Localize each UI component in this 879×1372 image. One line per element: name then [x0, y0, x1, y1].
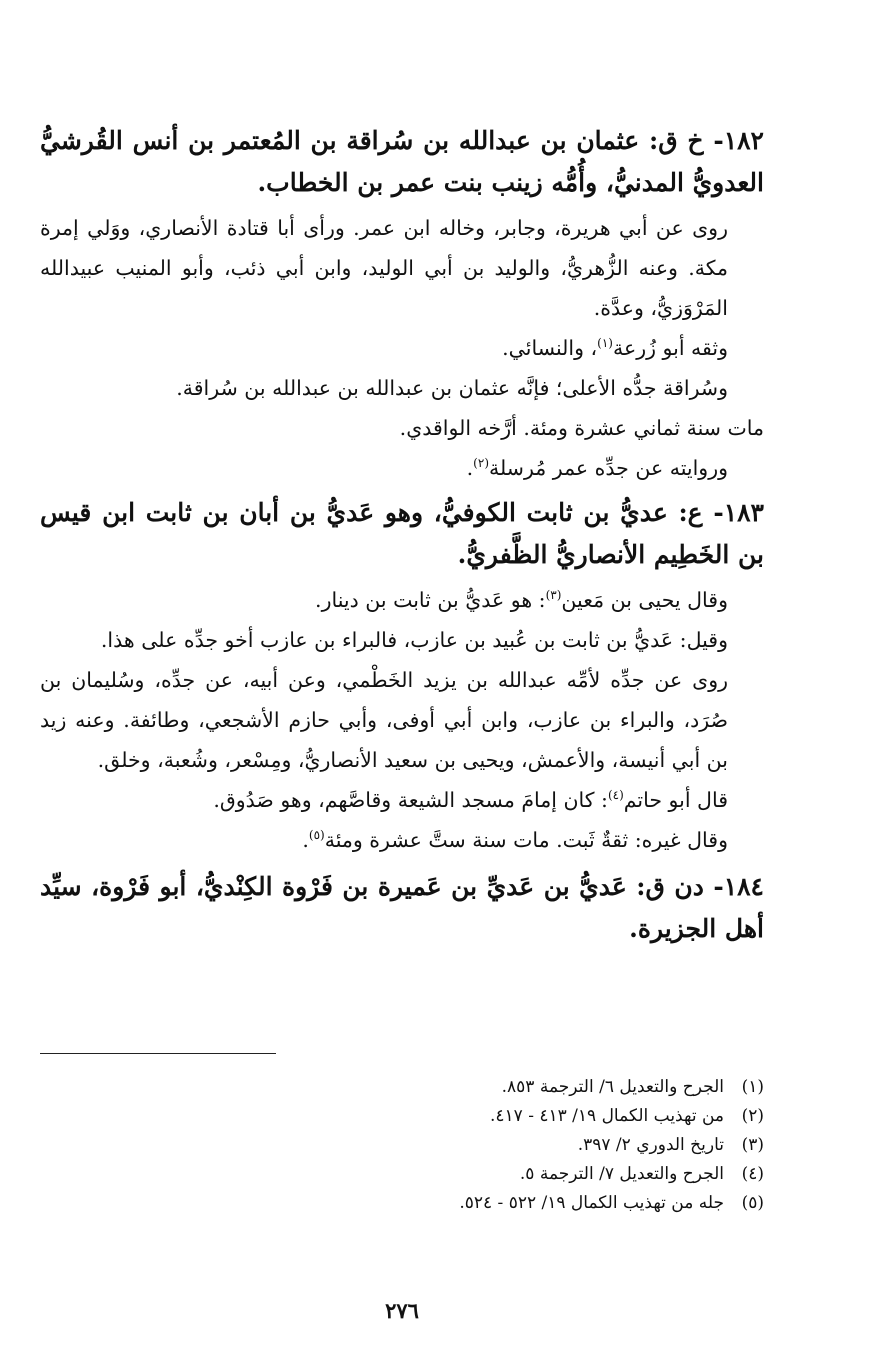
- entry-183-abu-hatim: [40, 780, 764, 820]
- footnote-item: [40, 1131, 764, 1160]
- entry-183-others-text: وقال غيره: ثقةٌ ثَبت. مات سنة ستَّ عشرة ومئة: [324, 828, 728, 852]
- entry-182-death: مات سنة ثماني عشرة ومئة. أرَّخه الواقدي.: [399, 416, 764, 440]
- footnote-marker-2[interactable]: (٢): [473, 456, 489, 471]
- entry-183-ibn-main: [40, 580, 764, 620]
- footnote-number: (١): [741, 1077, 764, 1097]
- page-number: ٢٧٦: [385, 1298, 419, 1323]
- footnote-separator: [40, 1053, 276, 1054]
- footnote-text: من تهذيب الكمال ١٩/ ٤١٣ - ٤١٧.: [489, 1106, 724, 1126]
- footnotes: [40, 1073, 764, 1218]
- footnote-number: (٣): [741, 1135, 764, 1155]
- footnote-marker-3[interactable]: (٣): [545, 588, 562, 603]
- book-page: [40, 118, 764, 1372]
- entry-182-tawthiq-text: وثقه أبو زُرعة: [612, 336, 728, 360]
- footnote-number: (٢): [741, 1106, 764, 1126]
- entry-182-tawthiq-tail: ، والنسائي.: [502, 336, 598, 360]
- entry-183-heading: ١٨٣- ع: عديُّ بن ثابت الكوفيُّ، وهو عَديُّ بن أبان بن ثابت ابن قيس بن الخَطِيم الأنصاريُّ الظَّفريُّ.: [40, 498, 764, 569]
- entry-182-tawthiq: [40, 328, 764, 368]
- entry-184-heading: ١٨٤- دن ق: عَديُّ بن عَديِّ بن عَميرة بن فَرْوة الكِنْديُّ، أبو فَرْوة، سيِّد أهل الجزيرة.: [40, 872, 764, 943]
- footnote-text: الجرح والتعديل ٦/ الترجمة ٨٥٣.: [501, 1077, 724, 1097]
- footnote-marker-1[interactable]: (١): [597, 336, 613, 351]
- entry-183-narrators: روى عن جدِّه لأمِّه عبدالله بن يزيد الخَطْمي، وعن أبيه، عن جدِّه، وسُليمان بن صُرَد، والبراء بن عازب، وابن أبي أوفى، وأبي حازم الأشجعي، وطائفة. وعنه زيد بن أبي أنيسة، والأعمش، ويحيى بن سعيد الأنصاريُّ، ومِسْعر، وشُعبة، وخلق.: [40, 668, 728, 772]
- entry-182-mursal-dot: .: [466, 456, 474, 480]
- entry-183-ibn-main-tail: : هو عَديُّ بن ثابت بن دينار.: [315, 588, 546, 612]
- entry-183-abu-hatim-text: قال أبو حاتم: [623, 788, 728, 812]
- footnote-item: [40, 1189, 764, 1218]
- entry-183-ibn-main-text: وقال يحيى بن مَعين: [561, 588, 728, 612]
- entry-183-others-dot: .: [302, 828, 309, 852]
- footnote-item: [40, 1073, 764, 1102]
- footnote-marker-4[interactable]: (٤): [607, 788, 624, 803]
- entry-183-qila: وقيل: عَديُّ بن ثابت بن عُبيد بن عازب، فالبراء بن عازب أخو جدِّه على هذا.: [100, 628, 728, 652]
- entry-183-others: [40, 820, 764, 860]
- footnote-text: تاريخ الدوري ٢/ ٣٩٧.: [577, 1135, 724, 1155]
- footnote-text: جله من تهذيب الكمال ١٩/ ٥٢٢ - ٥٢٤.: [459, 1193, 724, 1213]
- entry-182-narrators: روى عن أبي هريرة، وجابر، وخاله ابن عمر. ورأى أبا قتادة الأنصاري، ووَلي إمرة مكة. وعنه الزُّهريُّ، والوليد بن أبي الوليد، وابن أبي ذئب، وأبو المنيب عبيدالله المَرْوَزيُّ، وعدَّة.: [40, 216, 728, 320]
- entry-182-grandfather: وسُراقة جدُّه الأعلى؛ فإنَّه عثمان بن عبدالله بن عبدالله بن سُراقة.: [176, 376, 728, 400]
- footnote-marker-5[interactable]: (٥): [308, 828, 325, 843]
- entry-182-heading: ١٨٢- خ ق: عثمان بن عبدالله بن سُراقة بن المُعتمر بن أنس القُرشيُّ العدويُّ المدنيُّ، وأُمُّه زينب بنت عمر بن الخطاب.: [40, 126, 764, 197]
- footnote-number: (٥): [741, 1193, 764, 1213]
- entry-182-mursal-text: وروايته عن جدِّه عمر مُرسلة: [489, 456, 728, 480]
- footnote-text: الجرح والتعديل ٧/ الترجمة ٥.: [519, 1164, 724, 1184]
- footnote-number: (٤): [741, 1164, 764, 1184]
- footnote-item: [40, 1102, 764, 1131]
- entry-183-abu-hatim-tail: : كان إمامَ مسجد الشيعة وقاصَّهم، وهو صَدُوق.: [213, 788, 608, 812]
- entry-182-mursal: [40, 448, 764, 488]
- footnote-item: [40, 1160, 764, 1189]
